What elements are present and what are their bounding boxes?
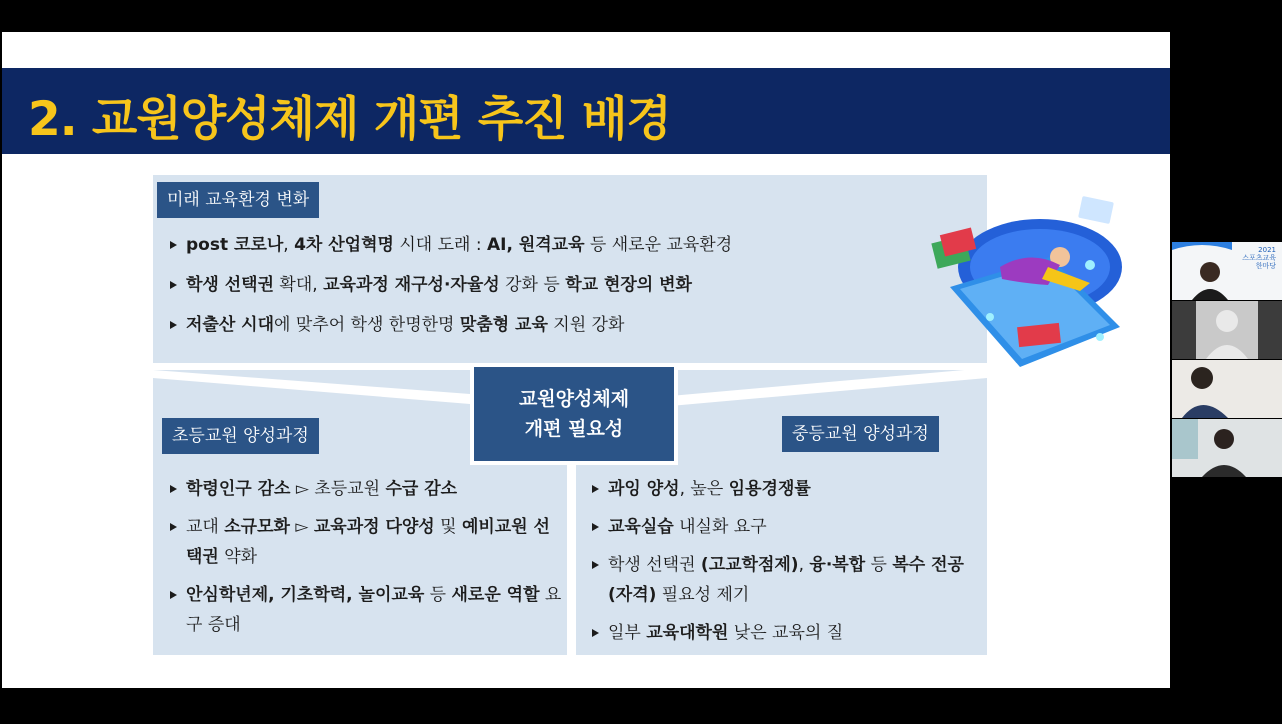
bullet-text: 약화 (218, 547, 258, 567)
bullet-item (586, 474, 986, 504)
secondary-bullet-list (586, 474, 986, 656)
section-divider (567, 462, 576, 657)
bullet-text: 시대 도래 : (393, 235, 487, 255)
bullet-text: 에 맞추어 학생 한명한명 (274, 315, 460, 335)
bullet-item (586, 618, 986, 648)
bullet-text: 지원 강화 (547, 315, 625, 335)
center-box (470, 363, 678, 465)
bullet-text: ▻ 초등교원 (290, 479, 386, 499)
bullet-text: post 코로나 (186, 235, 284, 255)
participant-video-3[interactable] (1172, 360, 1282, 418)
slide-title: 2. 교원양성체제 개편 추진 배경 (28, 92, 671, 147)
bullet-text: 등 (865, 555, 893, 575)
participant-video-1[interactable] (1172, 242, 1282, 300)
bullet-text: 내실화 요구 (673, 517, 767, 537)
bullet-text: 4차 산업혁명 (294, 235, 394, 255)
bullet-text: (고교학점제) (700, 555, 799, 575)
bullet-text: AI, 원격교육 (486, 235, 585, 255)
bullet-text: 교육대학원 (646, 623, 729, 643)
bullet-text: 안심학년제, 기초학력, 놀이교육 (186, 585, 425, 605)
bullet-text: 융·복합 (809, 555, 866, 575)
person-icon (1172, 360, 1282, 418)
future-bullet-list (164, 230, 964, 350)
person-icon (1172, 419, 1282, 477)
bullet-text: 등 새로운 교육환경 (584, 235, 733, 255)
bullet-text: 낮은 교육의 질 (728, 623, 844, 643)
bullet-text: 저출산 시대 (186, 315, 275, 335)
bullet-text: 교육과정 재구성·자율성 (323, 275, 500, 295)
bullet-item (164, 580, 564, 640)
participant-video-2[interactable] (1172, 301, 1282, 359)
event-badge-line3: 한마당 (1255, 262, 1276, 270)
bullet-text: 학교 현장의 변화 (565, 275, 692, 295)
bullet-item (586, 512, 986, 542)
bullet-text: 새로운 역할 (451, 585, 540, 605)
bullet-text: , (283, 235, 295, 255)
bullet-text: 소규모화 (224, 517, 290, 537)
bullet-text: , 높은 (679, 479, 729, 499)
bullet-item (164, 230, 964, 260)
future-education-illustration (930, 187, 1126, 377)
bullet-text: 교육실습 (608, 517, 674, 537)
bullet-text: , (798, 555, 810, 575)
center-box-line2: 개편 필요성 (524, 418, 624, 440)
bullet-text: 맞춤형 교육 (459, 315, 548, 335)
participant-video-4[interactable] (1172, 419, 1282, 477)
bullet-text: 교대 (186, 517, 225, 537)
bullet-text: 및 (434, 517, 462, 537)
bullet-text: 임용경쟁률 (728, 479, 811, 499)
bullet-item (164, 310, 964, 340)
bullet-item (586, 550, 986, 610)
bullet-item (164, 270, 964, 300)
bullet-text: 예비교원 선택권 (186, 517, 550, 567)
bullet-item (164, 512, 564, 572)
bullet-item (164, 474, 564, 504)
bullet-text: 과잉 양성 (608, 479, 680, 499)
event-badge-line1: 2021 (1258, 246, 1276, 254)
bullet-text: 일부 (608, 623, 647, 643)
event-badge-line2: 스포츠교육 (1242, 254, 1276, 262)
future-section-heading: 미래 교육환경 변화 (157, 182, 319, 218)
bullet-text: 확대, (274, 275, 324, 295)
bullet-text: 학령인구 감소 (186, 479, 291, 499)
elementary-section-heading: 초등교원 양성과정 (162, 418, 319, 454)
bullet-text: ▻ (289, 517, 314, 537)
elementary-bullet-list (164, 474, 564, 648)
bullet-text: 수급 감소 (385, 479, 458, 499)
bullet-text: 학생 선택권 (608, 555, 701, 575)
bullet-text: 강화 등 (499, 275, 566, 295)
bullet-text: 등 (424, 585, 452, 605)
event-badge (1242, 246, 1276, 270)
presentation-slide (2, 32, 1170, 688)
bullet-text: 교육과정 다양성 (313, 517, 435, 537)
secondary-section-heading: 중등교원 양성과정 (782, 416, 939, 452)
bullet-text: 복수 전공 (자격) (608, 555, 964, 605)
bullet-text: 필요성 제기 (656, 585, 750, 605)
avatar-placeholder-icon (1172, 301, 1282, 359)
center-box-line1: 교원양성체제 (518, 388, 630, 410)
bullet-text: 학생 선택권 (186, 275, 275, 295)
bullet-text: 요구 증대 (186, 585, 562, 635)
